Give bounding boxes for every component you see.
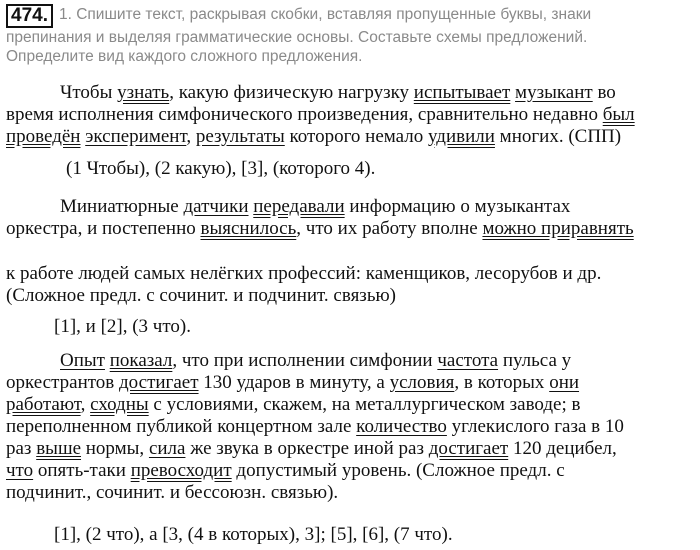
predicate: был — [602, 104, 635, 125]
paragraph-1 — [6, 82, 694, 148]
text: , какую физическую нагрузку — [169, 82, 414, 103]
predicate: превосходит — [130, 460, 232, 481]
task-text-1: 1. Спишите текст, раскрывая скобки, вставляя пропущенные буквы, знаки — [58, 6, 592, 23]
predicate: выяснилось — [200, 218, 297, 239]
task-text-2: препинания и выделяя грамматические основы. Составьте схемы предложений. — [6, 29, 588, 46]
paragraph-2 — [6, 196, 694, 240]
predicate: удивили — [427, 126, 495, 147]
subject: условия — [389, 372, 455, 393]
text: время исполнения симфонического произведения, сравнительно недавно — [6, 104, 603, 125]
subject: сила — [148, 438, 186, 459]
p1-line-1 — [6, 82, 694, 104]
subject: результаты — [195, 126, 285, 147]
subject: эксперимент — [85, 126, 187, 147]
subject: музыкант — [515, 82, 593, 103]
text: , — [186, 126, 196, 147]
text: раз — [6, 438, 37, 459]
text: информацию о музыкантах — [344, 196, 571, 217]
p3-line-6 — [6, 460, 694, 482]
text: нормы, — [81, 438, 149, 459]
scheme-1: (1 Чтобы), (2 какую), [3], (которого 4). — [66, 158, 376, 179]
p3-line-2 — [6, 372, 694, 394]
p2-line-1 — [6, 196, 694, 218]
text: же звука в оркестре иной раз — [185, 438, 429, 459]
scheme-2: [1], и [2], (3 что). — [54, 316, 191, 337]
task-line-1 — [6, 4, 686, 28]
text: Чтобы — [60, 82, 118, 103]
text: , что при исполнении симфонии — [172, 350, 438, 371]
p3-line-4 — [6, 416, 694, 438]
predicate: достигает — [428, 438, 509, 459]
p1-line-3 — [6, 126, 694, 148]
predicate: показал — [109, 350, 173, 371]
text: переполненном публикой концертном зале — [6, 416, 357, 437]
subject: они — [549, 372, 580, 393]
subject: Опыт — [60, 350, 105, 371]
predicate: выше — [36, 438, 82, 459]
text: допустимый уровень. (Сложное предл. с — [231, 460, 565, 481]
paragraph-2-continued — [6, 263, 694, 307]
text: с условиями, скажем, на металлургическом заводе; в — [148, 394, 581, 415]
subject: количество — [356, 416, 447, 437]
text: углекислого газа в 10 — [446, 416, 624, 437]
text: , что их работу вполне — [296, 218, 483, 239]
scheme-3: [1], (2 что), а [3, (4 в которых), 3]; [5], [6], (7 что). — [54, 524, 453, 545]
predicate: проведён — [6, 126, 81, 147]
text: Миниатюрные — [60, 196, 184, 217]
text: 120 децибел, — [508, 438, 617, 459]
text: оркестрантов — [6, 372, 120, 393]
subject: что — [6, 460, 34, 481]
p2-line-4: (Сложное предл. с сочинит. и подчинит. связью) — [6, 285, 397, 306]
text: 130 ударов в минуту, а — [198, 372, 390, 393]
p1-line-2 — [6, 104, 694, 126]
predicate: можно приравнять — [482, 218, 634, 239]
subject: датчики — [183, 196, 249, 217]
predicate: узнать — [117, 82, 170, 103]
predicate: испытывает — [413, 82, 511, 103]
predicate: работают — [6, 394, 81, 415]
p3-line-7: подчинит., сочинит. и бессоюзн. связью). — [6, 482, 339, 503]
text: которого немало — [284, 126, 428, 147]
predicate: сходны — [90, 394, 149, 415]
task-number: 474. — [6, 4, 53, 28]
text: , — [80, 394, 91, 415]
p3-line-5 — [6, 438, 694, 460]
p2-line-2 — [6, 218, 694, 240]
text: опять-таки — [33, 460, 131, 481]
p2-line-3: к работе людей самых нелёгких профессий: каменщиков, лесорубов и др. — [6, 263, 602, 284]
task-text-3: Определите вид каждого сложного предложения. — [6, 48, 363, 65]
text: пульса у — [498, 350, 572, 371]
predicate: достигает — [119, 372, 199, 393]
text: во — [592, 82, 616, 103]
task-instructions — [6, 4, 686, 66]
text: , в которых — [454, 372, 550, 393]
paragraph-3 — [6, 350, 694, 504]
p3-line-3 — [6, 394, 694, 416]
subject: частота — [437, 350, 499, 371]
predicate: передавали — [253, 196, 345, 217]
p3-line-1 — [6, 350, 694, 372]
text: оркестра, и постепенно — [6, 218, 201, 239]
text: многих. (СПП) — [494, 126, 622, 147]
